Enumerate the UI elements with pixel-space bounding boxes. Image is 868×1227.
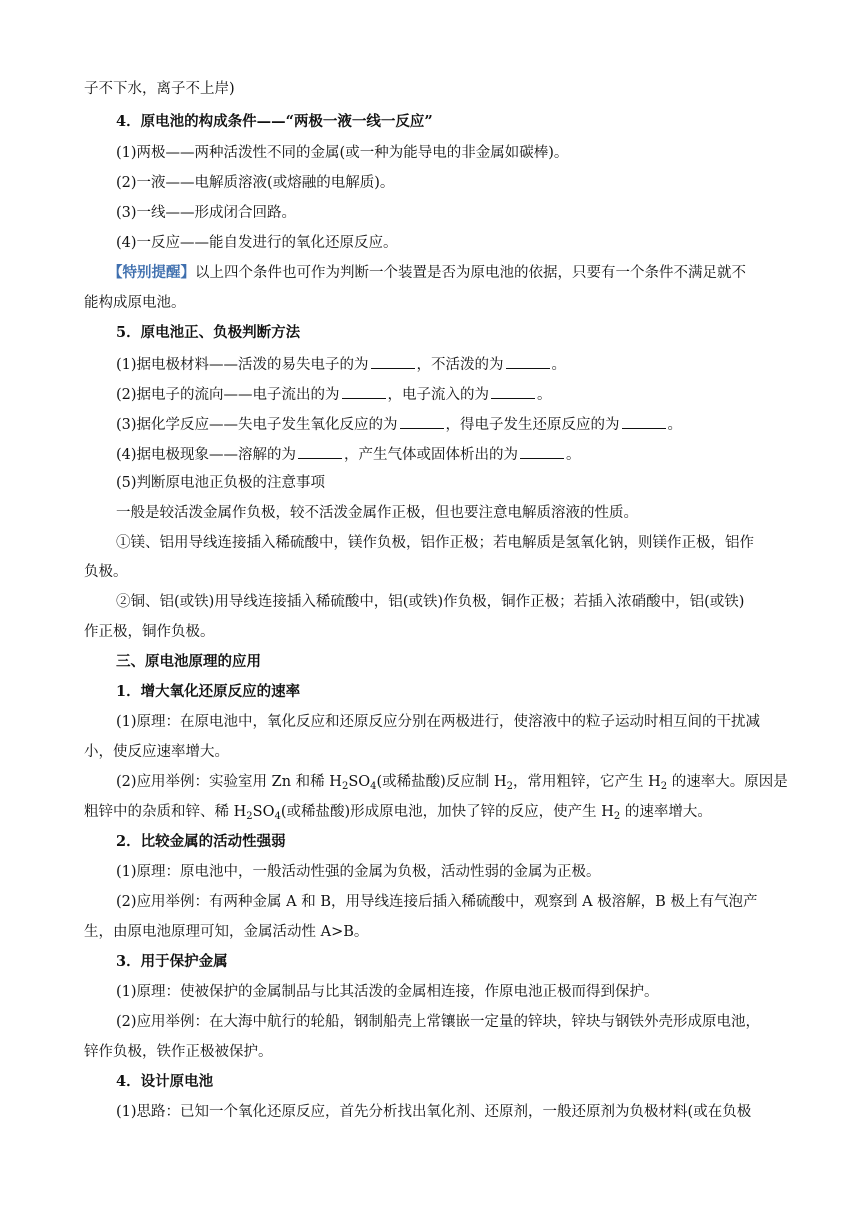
text-line: ①镁、铝用导线连接插入稀硫酸中，镁作负极，铝作正极；若电解质是氢氧化钠，则镁作正极，铝作 — [116, 535, 754, 551]
subscript: 2 — [341, 781, 349, 792]
section-heading: 5．原电池正、负极判断方法 — [116, 324, 301, 341]
text-run: 粗锌中的杂质和锌、稀 H — [84, 804, 247, 820]
section-heading: 3．用于保护金属 — [116, 953, 228, 970]
text-run: (3)据化学反应——失电子发生氧化反应的为 — [116, 417, 398, 433]
fill-blank-line — [116, 443, 789, 465]
text-run: 。 — [667, 417, 683, 433]
text-line: (1)思路：已知一个氧化还原反应，首先分析找出氧化剂、还原剂，一般还原剂为负极材料(或在负极 — [116, 1104, 752, 1120]
answer-blank — [371, 353, 415, 369]
text-run: (1)据电极材料——活泼的易失电子的为 — [116, 357, 369, 373]
subscript: 4 — [274, 811, 281, 822]
answer-blank — [342, 383, 386, 399]
text-line: (1)原理：原电池中，一般活动性强的金属为负极，活动性弱的金属为正极。 — [116, 864, 601, 880]
tip-label: 【特别提醒】 — [108, 264, 195, 281]
text-line — [84, 802, 789, 827]
text-run: SO — [348, 774, 371, 790]
subscript: 2 — [246, 811, 253, 822]
text-line: (1)两极——两种活泼性不同的金属(或一种为能导电的非金属如碳棒)。 — [116, 145, 569, 161]
answer-blank — [400, 413, 444, 429]
answer-blank — [622, 413, 666, 429]
tip-text: 以上四个条件也可作为判断一个装置是否为原电池的依据，只要有一个条件不满足就不 — [195, 265, 746, 281]
text-line — [116, 772, 789, 797]
text-line: ②铜、铝(或铁)用导线连接插入稀硫酸中，铝(或铁)作负极，铜作正极；若插入浓硝酸中，铝(或铁) — [116, 594, 745, 610]
text-run: ，得电子发生还原反应的为 — [445, 417, 620, 433]
text-line: (1)原理：使被保护的金属制品与比其活泼的金属相连接，作原电池正极而得到保护。 — [116, 984, 659, 1000]
text-line: (4)一反应——能自发进行的氧化还原反应。 — [116, 235, 398, 251]
text-run: (或稀盐酸)反应制 H — [376, 774, 507, 790]
subscript: 2 — [613, 811, 621, 822]
text-line: 锌作负极，铁作正极被保护。 — [84, 1044, 273, 1060]
section-heading: 2．比较金属的活动性强弱 — [116, 833, 286, 850]
fill-blank-line — [116, 353, 789, 375]
text-run: ，电子流入的为 — [387, 387, 490, 403]
subscript: 4 — [370, 781, 377, 792]
text-run: (2)应用举例：实验室用 Zn 和稀 H — [116, 774, 342, 790]
text-line: (5)判断原电池正负极的注意事项 — [116, 475, 326, 491]
text-line: (3)一线——形成闭合回路。 — [116, 205, 297, 221]
text-run: (或稀盐酸)形成原电池，加快了锌的反应，使产生 H — [280, 804, 614, 820]
section-heading: 4．原电池的构成条件——“两极一液一线一反应” — [116, 113, 433, 130]
answer-blank — [491, 383, 535, 399]
text-line: 一般是较活泼金属作负极，较不活泼金属作正极，但也要注意电解质溶液的性质。 — [116, 505, 638, 521]
text-run: 的速率增大。 — [620, 804, 712, 820]
text-line: 能构成原电池。 — [84, 295, 186, 311]
text-line: 负极。 — [84, 564, 128, 580]
text-line: (2)一液——电解质溶液(或熔融的电解质)。 — [116, 175, 395, 191]
text-line: 小，使反应速率增大。 — [84, 744, 229, 760]
text-run: 。 — [551, 357, 567, 373]
text-run: (2)据电子的流向——电子流出的为 — [116, 387, 340, 403]
text-line: 生，由原电池原理可知，金属活动性 A>B。 — [84, 924, 369, 940]
text-line: 子不下水，离子不上岸) — [84, 81, 235, 97]
section-heading: 三、原电池原理的应用 — [116, 653, 261, 670]
fill-blank-line — [116, 413, 789, 435]
answer-blank — [298, 443, 342, 459]
subscript: 2 — [506, 781, 513, 792]
answer-blank — [520, 443, 564, 459]
text-run: 。 — [566, 447, 581, 463]
text-line: 作正极，铜作负极。 — [84, 624, 215, 640]
text-run: ，不活泼的为 — [416, 357, 504, 373]
text-run: ，产生气体或固体析出的为 — [344, 447, 519, 463]
text-line: (2)应用举例：有两种金属 A 和 B，用导线连接后插入稀硫酸中，观察到 A 极溶解，B 极上有气泡产 — [116, 894, 758, 910]
subscript: 2 — [660, 781, 668, 792]
text-line: (1)原理：在原电池中，氧化反应和还原反应分别在两极进行，使溶液中的粒子运动时相互间的干扰减 — [116, 714, 761, 730]
text-run: ，常用粗锌，它产生 H — [512, 774, 661, 790]
fill-blank-line — [116, 383, 789, 405]
text-line: (2)应用举例：在大海中航行的轮船，钢制船壳上常镶嵌一定量的锌块，锌块与钢铁外壳形成原电池， — [116, 1014, 761, 1030]
section-heading: 1．增大氧化还原反应的速率 — [116, 683, 301, 700]
section-heading: 4．设计原电池 — [116, 1073, 214, 1090]
text-run: 。 — [537, 387, 552, 403]
answer-blank — [506, 353, 550, 369]
text-run: 的速率大。原因是 — [667, 774, 788, 790]
tip-paragraph — [108, 263, 781, 283]
text-run: (4)据电极现象——溶解的为 — [116, 447, 297, 463]
text-run: SO — [252, 804, 275, 820]
